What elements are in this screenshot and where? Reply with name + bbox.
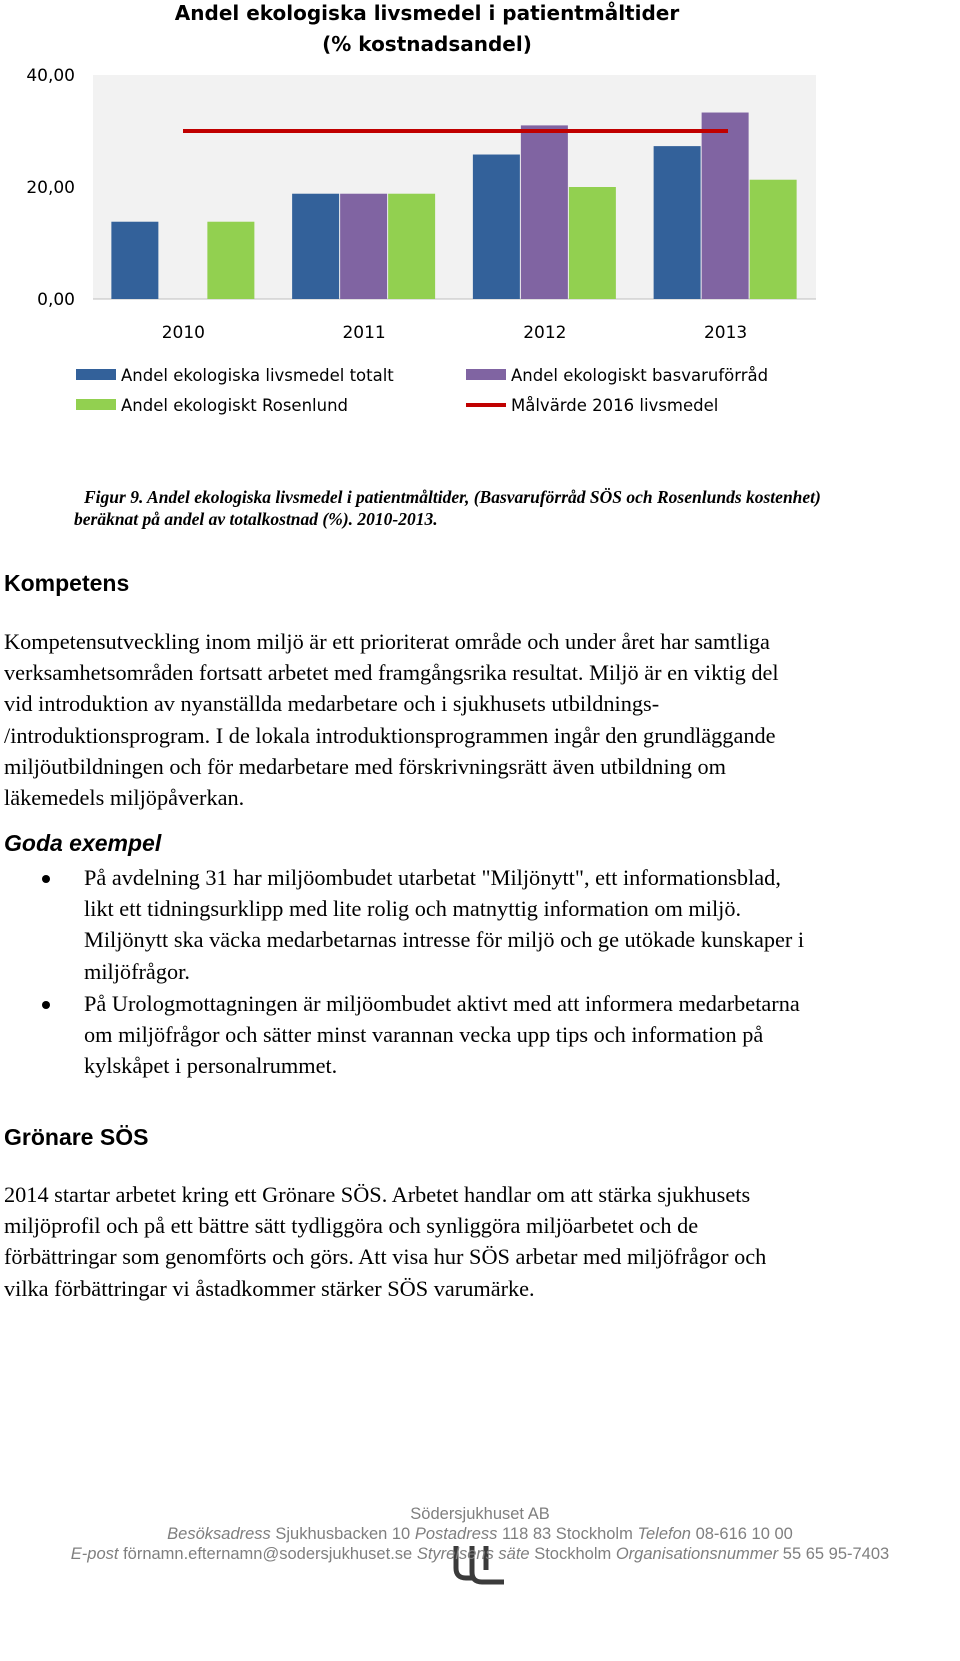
x-tick-label: 2010: [161, 323, 206, 343]
y-tick-label: 20,00: [26, 178, 75, 198]
list-item-line: om miljöfrågor och sätter minst varannan vecka upp tips och information på: [84, 1022, 764, 1048]
post-value: 118 83 Stockholm: [501, 1525, 633, 1543]
besok-label: Besöksadress: [167, 1525, 271, 1543]
figure-caption: [74, 486, 954, 530]
sate-value: Stockholm: [534, 1545, 612, 1563]
list-item-line: likt ett tidningsurklipp med lite rolig och matnyttig information om miljö.: [84, 896, 742, 922]
kompetens-paragraph: [4, 626, 954, 813]
epost-label: E-post: [70, 1545, 119, 1563]
footer-org: Södersjukhuset AB: [410, 1505, 550, 1523]
kompetens-line: läkemedels miljöpåverkan.: [4, 785, 245, 811]
bar: [340, 194, 387, 299]
legend-swatch: [466, 369, 506, 380]
heading-gronare-sos: Grönare SÖS: [4, 1124, 149, 1150]
chart-title: Andel ekologiska livsmedel i patientmåltider: [174, 1, 680, 25]
caption-line-2: beräknat på andel av totalkostnad (%). 2010-2013.: [74, 509, 438, 529]
bar: [292, 194, 339, 299]
bar: [654, 146, 701, 299]
bar-chart: [0, 0, 960, 440]
bar: [569, 187, 616, 299]
footer-address-line: [0, 1525, 960, 1544]
heading-goda-exempel: Goda exempel: [4, 830, 162, 856]
orgnr-label: Organisationsnummer: [615, 1545, 779, 1563]
legend-label: Andel ekologiskt basvaruförråd: [511, 366, 769, 385]
bar: [207, 222, 254, 299]
besok-value: Sjukhusbacken 10: [275, 1525, 411, 1543]
heading-kompetens: Kompetens: [4, 570, 130, 596]
list-item: [0, 988, 960, 1082]
caption-line-1: Figur 9. Andel ekologiska livsmedel i patientmåltider, (Basvaruförråd SÖS och Rosenlunds kostenhet): [84, 487, 821, 507]
sate-label: Styrelsens säte: [416, 1545, 530, 1563]
gronare-line: miljöprofil och på ett bättre sätt tydliggöra och synliggöra miljöarbetet och de: [4, 1213, 699, 1239]
bar: [521, 125, 568, 299]
list-item-line: Miljönytt ska väcka medarbetarnas intresse för miljö och ge utökade kunskaper i: [84, 927, 805, 953]
kompetens-line: Kompetensutveckling inom miljö är ett prioriterat område och under året har samtliga: [4, 629, 770, 654]
legend-label: Andel ekologiska livsmedel totalt: [121, 366, 394, 385]
bar: [473, 155, 520, 299]
bullet-icon: [42, 1001, 50, 1009]
list-item-line: På Urologmottagningen är miljöombudet aktivt med att informera medarbetarna: [84, 990, 800, 1016]
legend-label: Målvärde 2016 livsmedel: [511, 396, 719, 415]
gronare-line: 2014 startar arbetet kring ett Grönare SÖS. Arbetet handlar om att stärka sjukhusets: [4, 1182, 751, 1207]
epost-value: förnamn.efternamn@sodersjukhuset.se: [123, 1545, 413, 1563]
x-tick-label: 2012: [523, 323, 567, 343]
bullet-icon: [42, 875, 50, 883]
bar: [111, 222, 158, 299]
bar: [388, 194, 435, 299]
gronare-line: vilka förbättringar vi åstadkommer stärker SÖS varumärke.: [4, 1275, 535, 1301]
goda-exempel-list: [0, 862, 960, 1081]
gronare-paragraph: [4, 1179, 954, 1304]
orgnr-value: 55 65 95-7403: [782, 1545, 890, 1563]
kompetens-line: verksamhetsområden fortsatt arbetet med framgångsrika resultat. Miljö är en viktig del: [4, 660, 779, 686]
kompetens-line: miljöutbildningen och för medarbetare med förskrivningsrätt även utbildning om: [4, 753, 727, 779]
legend-label: Andel ekologiskt Rosenlund: [121, 396, 349, 415]
footer-contact-line: [0, 1545, 960, 1564]
kompetens-line: vid introduktion av nyanställda medarbetare och i sjukhusets utbildnings-: [4, 691, 660, 717]
legend-swatch: [76, 369, 116, 380]
list-item-line: miljöfrågor.: [84, 958, 190, 984]
post-label: Postadress: [414, 1525, 498, 1543]
gronare-line: förbättringar som genomförts och görs. Att visa hur SÖS arbetar med miljöfrågor och: [4, 1244, 767, 1270]
list-item: [0, 862, 960, 987]
x-tick-label: 2013: [703, 323, 748, 343]
bar: [702, 113, 749, 299]
tel-value: 08-616 10 00: [695, 1525, 793, 1543]
chart-subtitle: (% kostnadsandel): [322, 32, 532, 56]
legend-swatch: [76, 399, 116, 410]
kompetens-line: /introduktionsprogram. I de lokala introduktionsprogrammen ingår den grundläggande: [4, 722, 776, 748]
bar: [750, 180, 797, 299]
y-tick-label: 0,00: [37, 290, 75, 310]
list-item-line: kylskåpet i personalrummet.: [84, 1053, 338, 1079]
list-item-line: På avdelning 31 har miljöombudet utarbetat "Miljönytt", ett informationsblad,: [84, 865, 781, 890]
x-tick-label: 2011: [342, 323, 386, 343]
tel-label: Telefon: [637, 1525, 691, 1543]
y-tick-label: 40,00: [26, 66, 75, 86]
